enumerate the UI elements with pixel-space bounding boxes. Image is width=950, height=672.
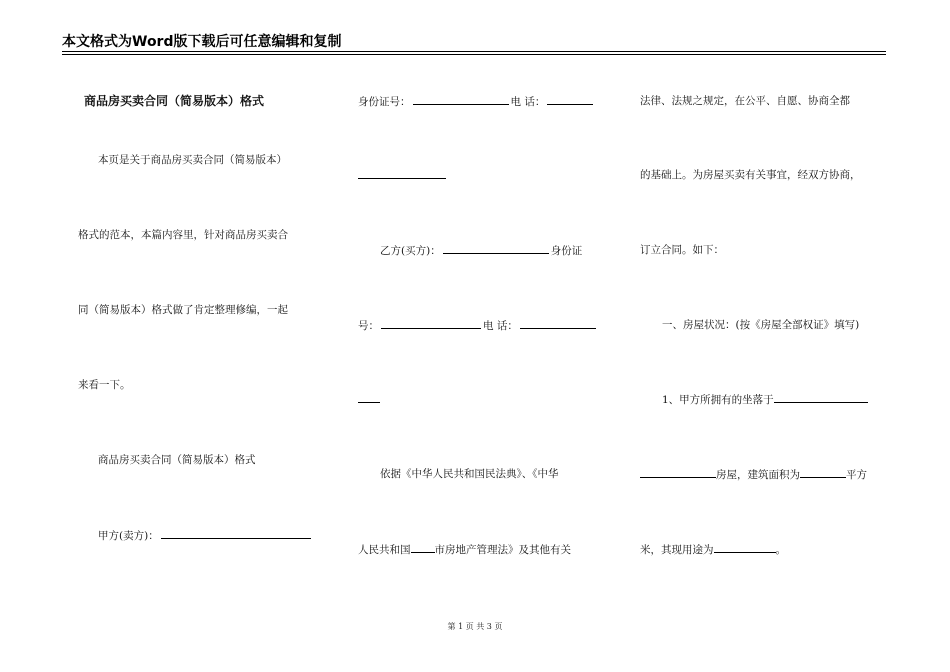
usage-label: 米，其现用途为 (640, 544, 714, 556)
contract-subtitle: 商品房买卖合同（简易版本）格式 (98, 454, 256, 466)
buyer-id-blank[interactable] (381, 318, 481, 329)
buyer-id-row (358, 318, 598, 333)
intro-line-1: 本页是关于商品房买卖合同（简易版本） (98, 154, 287, 166)
seller-id-row (358, 94, 595, 109)
party-b-label: 乙方(买方)： (380, 245, 441, 257)
party-b-blank[interactable] (443, 243, 549, 254)
law-line-2: 的基础上。为房屋买卖有关事宜，经双方协商， (640, 169, 861, 181)
item-1-line-1 (662, 392, 868, 407)
buyer-phone-blank-continued[interactable] (358, 392, 380, 403)
buyer-id-label-tail: 号： (358, 320, 379, 332)
buyer-phone-continuation (358, 392, 382, 407)
usage-period: 。 (775, 544, 786, 556)
party-a-label: 甲方(卖方)： (98, 530, 159, 542)
location-blank-continued[interactable] (640, 467, 716, 478)
section-1-heading: 一、房屋状况：(按《房屋全部权证》填写) (662, 319, 860, 331)
usage-blank[interactable] (714, 542, 776, 553)
document-title: 商品房买卖合同（简易版本）格式 (84, 94, 265, 108)
buyer-phone-label: 电 话： (483, 320, 518, 332)
area-label: 房屋，建筑面积为 (716, 469, 800, 481)
law-line-1: 法律、法规之规定，在公平、自愿、协商全都 (640, 95, 850, 107)
intro-line-2: 格式的范本，本篇内容里，针对商品房买卖合 (78, 229, 288, 241)
intro-line-3: 同（简易版本）格式做了肯定整理修编，一起 (78, 304, 288, 316)
seller-id-blank[interactable] (413, 94, 509, 105)
seller-phone-label: 电 话： (510, 96, 546, 108)
area-unit-part: 平方 (846, 469, 867, 481)
basis-line-1: 依据《中华人民共和国民法典》、《中华 (380, 468, 559, 480)
law-line-3: 订立合同。如下： (640, 244, 724, 256)
seller-phone-blank-continued[interactable] (358, 168, 446, 179)
item-1-line-2 (640, 467, 867, 482)
column-2 (330, 0, 620, 672)
column-1 (0, 0, 330, 672)
document-header-banner: 本文格式为Word版下载后可任意编辑和复制 (62, 34, 342, 50)
item-1-location-label: 1、甲方所拥有的坐落于 (662, 394, 774, 406)
buyer-phone-blank[interactable] (520, 318, 596, 329)
buyer-id-label-part: 身份证 (550, 245, 583, 257)
basis-line-2-start: 人民共和国 (358, 544, 411, 556)
basis-line-2 (358, 542, 571, 557)
party-b-row (380, 243, 582, 258)
party-a-blank[interactable] (161, 528, 311, 539)
page-footer: 第 1 页 共 3 页 (447, 622, 503, 631)
location-blank[interactable] (774, 392, 868, 403)
party-a-row (98, 528, 313, 543)
basis-line-2-end: 市房地产管理法》及其他有关 (434, 544, 571, 556)
seller-phone-blank[interactable] (547, 94, 593, 105)
column-3 (620, 0, 950, 672)
intro-line-4: 来看一下。 (78, 379, 131, 391)
item-1-line-3 (640, 542, 786, 557)
seller-phone-continuation (358, 168, 448, 183)
city-blank[interactable] (411, 542, 435, 553)
seller-id-label: 身份证号： (358, 96, 411, 108)
area-blank[interactable] (800, 467, 846, 478)
